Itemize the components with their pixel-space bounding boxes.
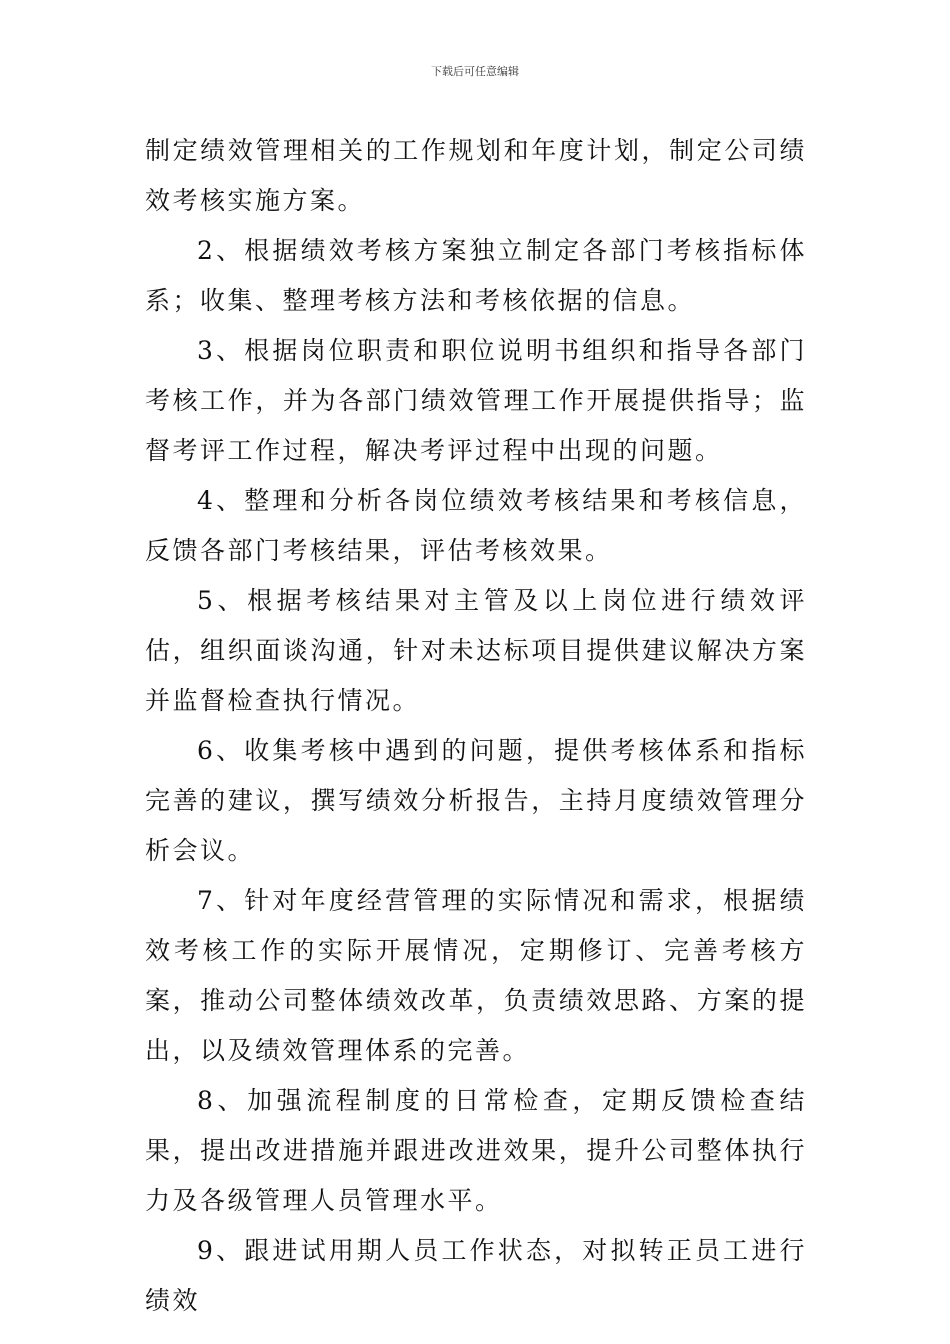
paragraph-item-3: 3、根据岗位职责和职位说明书组织和指导各部门考核工作，并为各部门绩效管理工作开展提供指导；监督考评工作过程，解决考评过程中出现的问题。 <box>145 336 807 465</box>
page-header: 下载后可任意编辑 <box>431 65 519 78</box>
paragraph-item-7: 7、针对年度经营管理的实际情况和需求，根据绩效考核工作的实际开展情况，定期修订、完善考核方案，推动公司整体绩效改革，负责绩效思路、方案的提出，以及绩效管理体系的完善。 <box>145 886 807 1065</box>
paragraph-item-9: 9、跟进试用期人员工作状态，对拟转正员工进行绩效 <box>145 1236 807 1315</box>
paragraph-intro: 制定绩效管理相关的工作规划和年度计划，制定公司绩效考核实施方案。 <box>145 136 807 215</box>
paragraph-item-4: 4、整理和分析各岗位绩效考核结果和考核信息，反馈各部门考核结果，评估考核效果。 <box>145 486 807 565</box>
paragraph-item-8: 8、加强流程制度的日常检查，定期反馈检查结果，提出改进措施并跟进改进效果，提升公司整体执行力及各级管理人员管理水平。 <box>145 1086 807 1215</box>
paragraph-item-2: 2、根据绩效考核方案独立制定各部门考核指标体系；收集、整理考核方法和考核依据的信息。 <box>145 236 807 315</box>
document-body <box>145 126 807 1326</box>
paragraph-item-6: 6、收集考核中遇到的问题，提供考核体系和指标完善的建议，撰写绩效分析报告，主持月度绩效管理分析会议。 <box>145 736 807 865</box>
paragraph-item-5: 5、根据考核结果对主管及以上岗位进行绩效评估，组织面谈沟通，针对未达标项目提供建议解决方案并监督检查执行情况。 <box>145 586 807 715</box>
